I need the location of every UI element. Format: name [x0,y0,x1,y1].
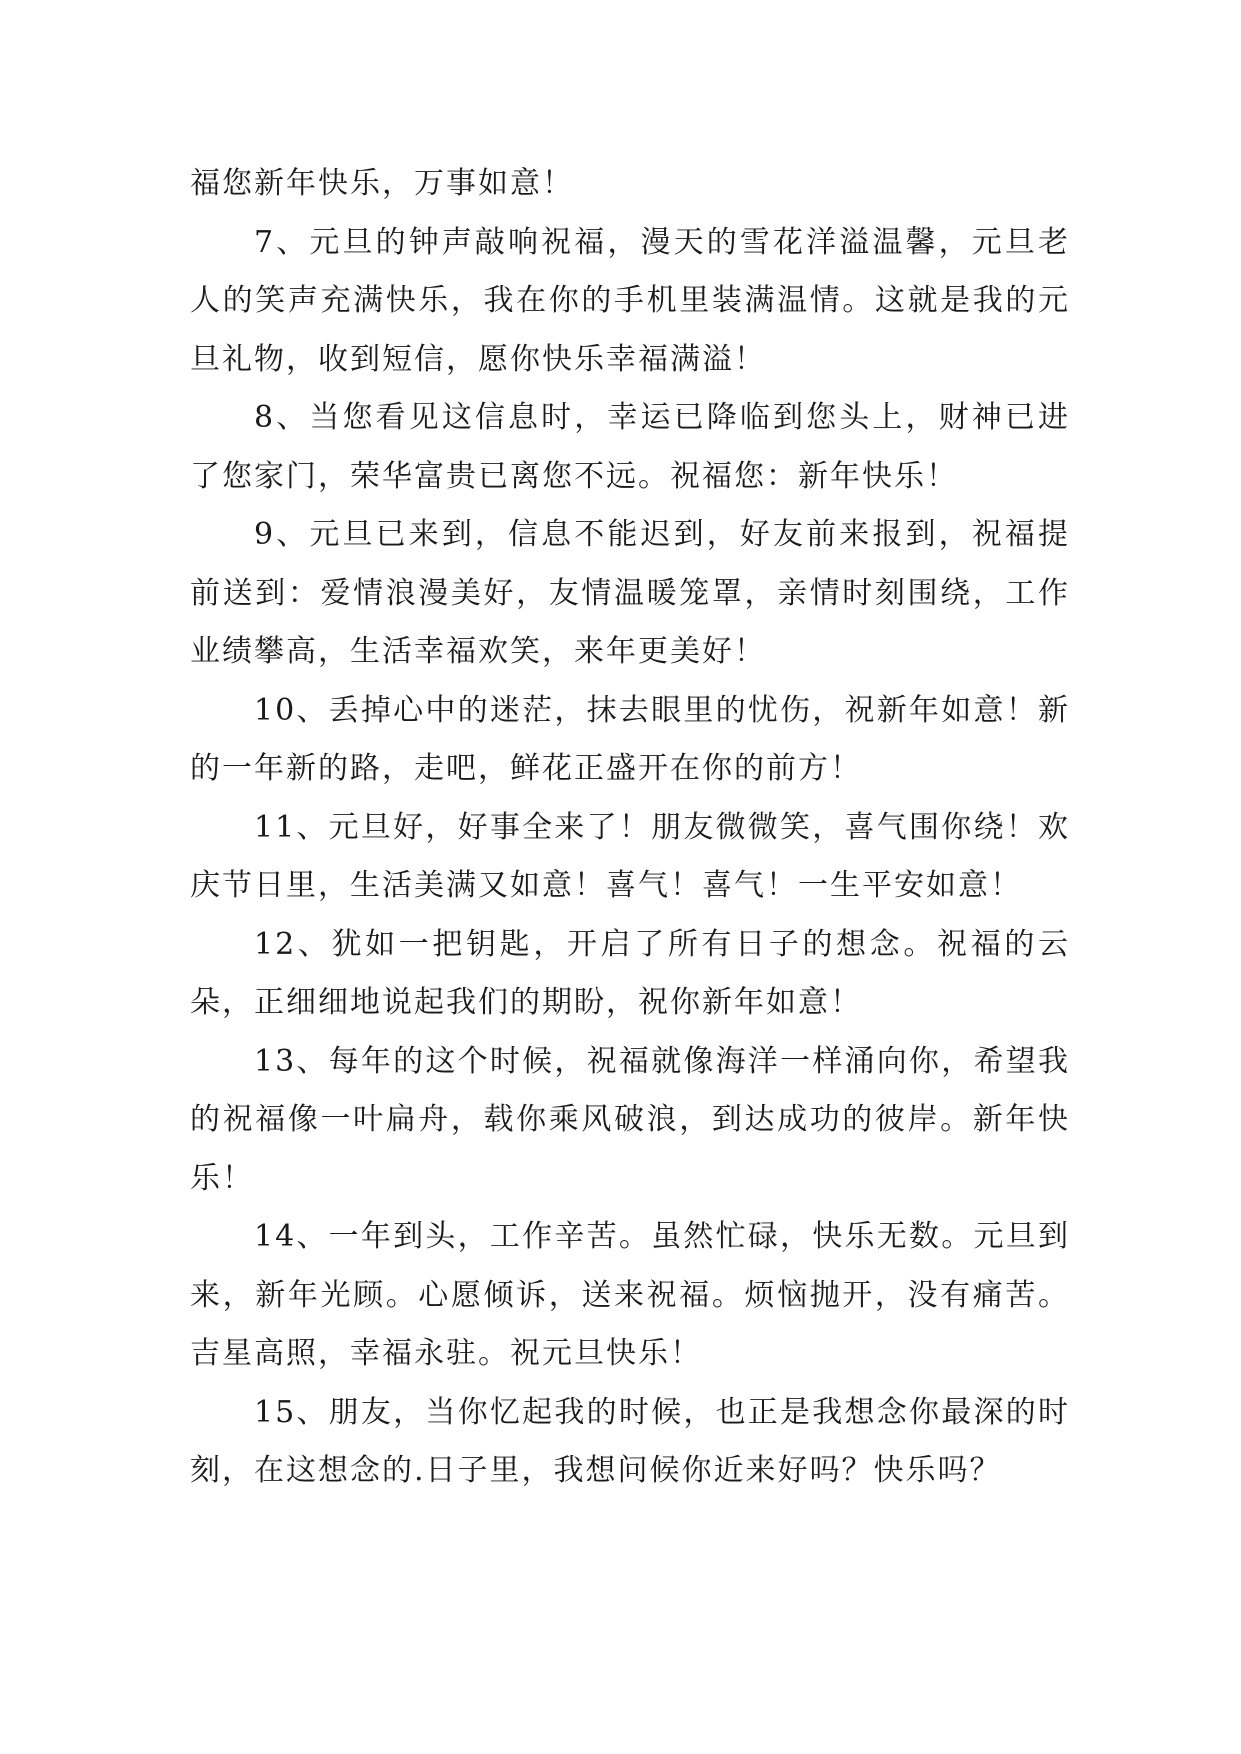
paragraph-continuation: 福您新年快乐，万事如意！ [190,166,574,201]
paragraph-15: 15、朋友，当你忆起我的时候，也正是我想念你最深的时刻，在这想念的.日子里，我想问候你近来好吗？快乐吗？ [190,1394,1070,1488]
paragraph-11: 11、元旦好，好事全来了！朋友微微笑，喜气围你绕！欢庆节日里，生活美满又如意！喜气！喜气！一生平安如意！ [190,809,1070,903]
paragraph-14: 14、一年到头，工作辛苦。虽然忙碌，快乐无数。元旦到来，新年光顾。心愿倾诉，送来祝福。烦恼抛开，没有痛苦。吉星高照，幸福永驻。祝元旦快乐！ [190,1219,1070,1371]
document-body [190,155,1070,1501]
paragraph-12: 12、犹如一把钥匙，开启了所有日子的想念。祝福的云朵，正细细地说起我们的期盼，祝你新年如意！ [190,926,1070,1020]
paragraph-8: 8、当您看见这信息时，幸运已降临到您头上，财神已进了您家门，荣华富贵已离您不远。祝福您：新年快乐！ [190,400,1070,494]
paragraph-7: 7、元旦的钟声敲响祝福，漫天的雪花洋溢温馨，元旦老人的笑声充满快乐，我在你的手机里装满温情。这就是我的元旦礼物，收到短信，愿你快乐幸福满溢！ [190,224,1070,377]
paragraph-9: 9、元旦已来到，信息不能迟到，好友前来报到，祝福提前送到：爱情浪漫美好，友情温暖笼罩，亲情时刻围绕，工作业绩攀高，生活幸福欢笑，来年更美好！ [190,517,1070,669]
paragraph-13: 13、每年的这个时候，祝福就像海洋一样涌向你，希望我的祝福像一叶扁舟，载你乘风破浪，到达成功的彼岸。新年快乐！ [190,1043,1070,1196]
paragraph-10: 10、丢掉心中的迷茫，抹去眼里的忧伤，祝新年如意！新的一年新的路，走吧，鲜花正盛开在你的前方！ [190,692,1070,786]
